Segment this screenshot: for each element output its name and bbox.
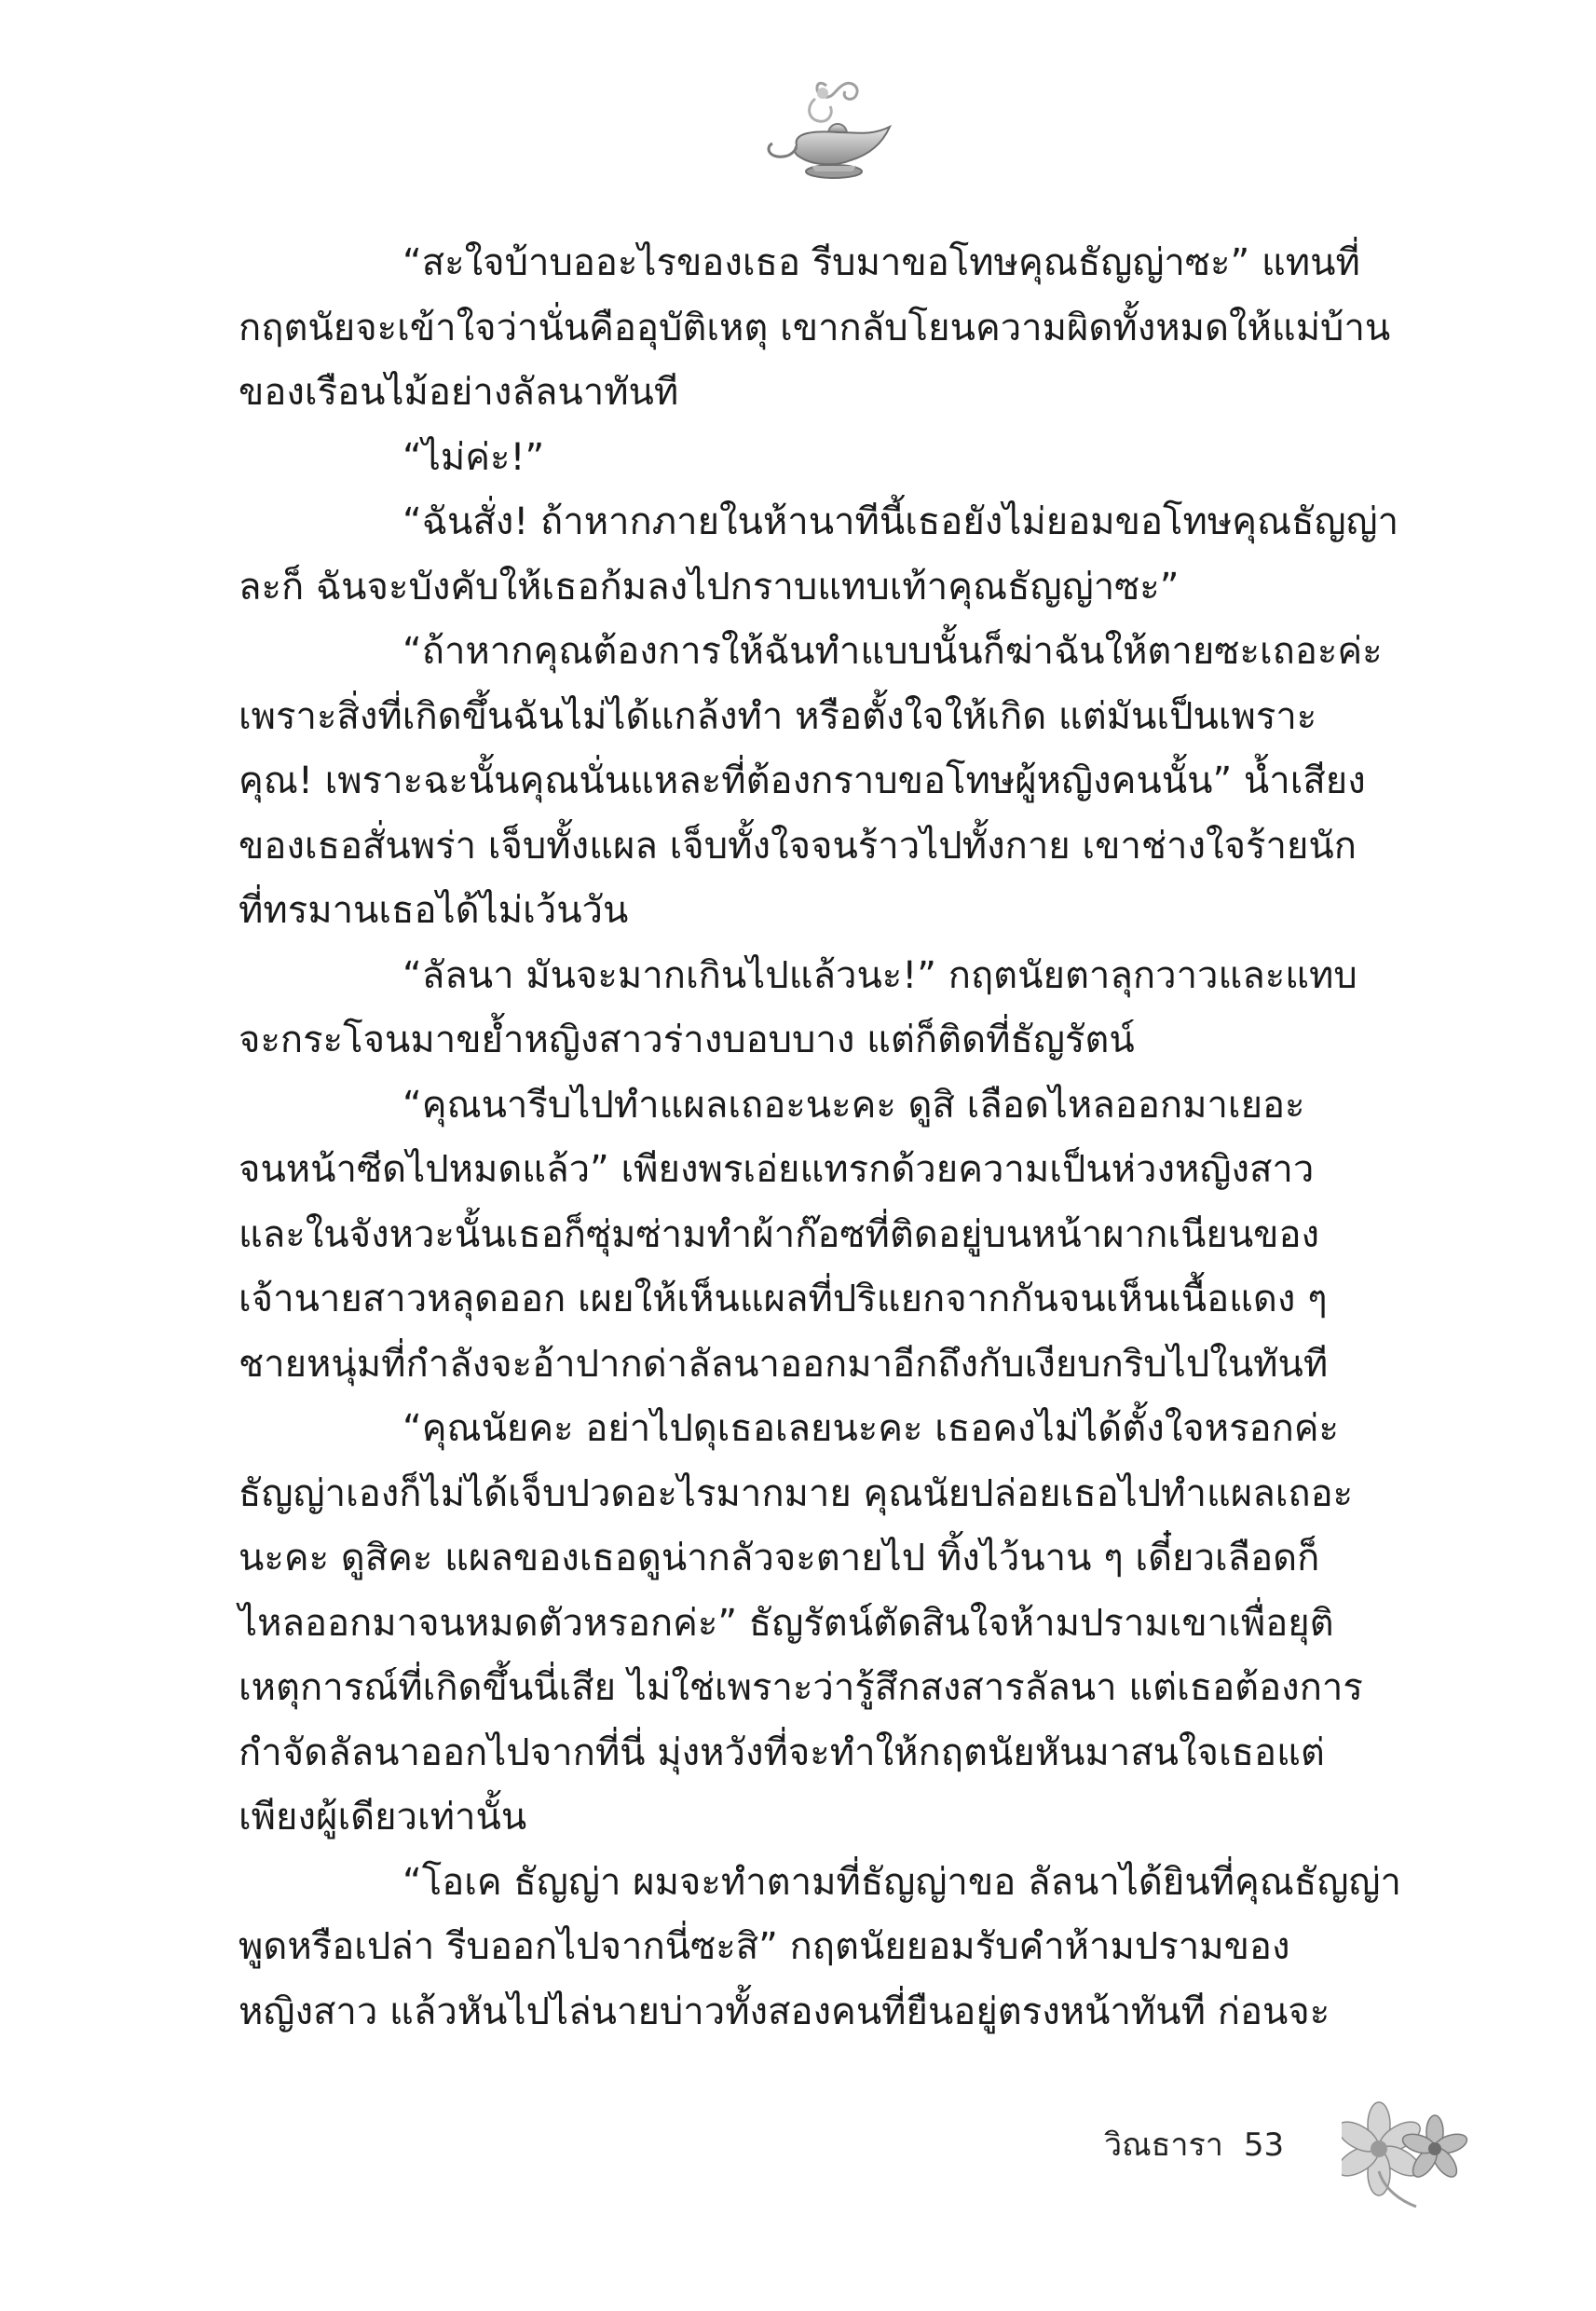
text-line: จนหน้าซีดไปหมดแล้ว” เพียงพรเอ่ยแทรกด้วยความเป็นห่วงหญิงสาว [239,1148,1315,1191]
text-line: กฤตนัยจะเข้าใจว่านั่นคืออุบัติเหตุ เขากลับโยนความผิดทั้งหมดให้แม่บ้าน [239,306,1391,349]
text-line: นะคะ ดูสิคะ แผลของเธอดูน่ากลัวจะตายไป ทิ้งไว้นาน ๆ เดี๋ยวเลือดก็ [239,1537,1320,1579]
text-line: “ถ้าหากคุณต้องการให้ฉันทำแบบนั้นก็ฆ่าฉันให้ตายซะเถอะค่ะ [402,630,1383,673]
text-line: “ไม่ค่ะ!” [402,435,545,479]
page-body-text [239,231,1414,2044]
page-number: 53 [1243,2126,1285,2164]
text-line: และในจังหวะนั้นเธอก็ซุ่มซ่ามทำผ้าก๊อซที่ติดอยู่บนหน้าผากเนียนของ [239,1212,1320,1256]
text-line: เจ้านายสาวหลุดออก เผยให้เห็นแผลที่ปริแยกจากกันจนเห็นเนื้อแดง ๆ [239,1278,1328,1320]
text-line: “สะใจบ้าบออะไรของเธอ รีบมาขอโทษคุณธัญญ่าซะ” แทนที่ [402,241,1360,284]
text-line: “คุณนารีบไปทำแผลเถอะนะคะ ดูสิ เลือดไหลออกมาเยอะ [402,1083,1305,1127]
book-title: วิณธารา [1104,2126,1223,2164]
text-line: จะกระโจนมาขย้ำหญิงสาวร่างบอบบาง แต่ก็ติดที่ธัญรัตน์ [239,1019,1135,1061]
text-line: “คุณนัยคะ อย่าไปดุเธอเลยนะคะ เธอคงไม่ได้ตั้งใจหรอกค่ะ [402,1407,1340,1450]
text-line: เพราะสิ่งที่เกิดขึ้นฉันไม่ได้แกล้งทำ หรือตั้งใจให้เกิด แต่มันเป็นเพราะ [239,694,1317,738]
text-line: ของเรือนไม้อย่างลัลนาทันที [239,371,679,414]
text-line: ไหลออกมาจนหมดตัวหรอกค่ะ” ธัญรัตน์ตัดสินใจห้ามปรามเขาเพื่อยุติ [239,1601,1334,1645]
text-line: ธัญญ่าเองก็ไม่ได้เจ็บปวดอะไรมากมาย คุณนัยปล่อยเธอไปทำแผลเถอะ [239,1471,1354,1515]
text-line: กำจัดลัลนาออกไปจากที่นี่ มุ่งหวังที่จะทำให้กฤตนัยหันมาสนใจเธอแต่ [239,1730,1325,1774]
text-line: ละก็ ฉันจะบังคับให้เธอก้มลงไปกราบแทบเท้าคุณธัญญ่าซะ” [239,565,1180,609]
text-line: “โอเค ธัญญ่า ผมจะทำตามที่ธัญญ่าขอ ลัลนาได้ยินที่คุณธัญญ่า [402,1860,1401,1904]
text-line: หญิงสาว แล้วหันไปไล่นายบ่าวทั้งสองคนที่ยืนอยู่ตรงหน้าทันที ก่อนจะ [239,1990,1330,2033]
genie-lamp-icon [759,67,899,207]
text-line: เพียงผู้เดียวเท่านั้น [239,1796,527,1839]
text-line: ที่ทรมานเธอได้ไม่เว้นวัน [239,889,629,932]
page-footer [1104,2126,1284,2164]
flower-cluster-icon [1342,2087,1472,2218]
text-line: คุณ! เพราะฉะนั้นคุณนั่นแหละที่ต้องกราบขอโทษผู้หญิงคนนั้น” น้ำเสียง [239,759,1366,802]
text-line: พูดหรือเปล่า รีบออกไปจากนี่ซะสิ” กฤตนัยยอมรับคำห้ามปรามของ [239,1925,1290,1968]
text-line: “ลัลนา มันจะมากเกินไปแล้วนะ!” กฤตนัยตาลุกวาวและแทบ [402,953,1357,997]
text-line: เหตุการณ์ที่เกิดขึ้นนี่เสีย ไม่ใช่เพราะว่ารู้สึกสงสารลัลนา แต่เธอต้องการ [239,1666,1363,1709]
text-line: “ฉันสั่ง! ถ้าหากภายในห้านาทีนี้เธอยังไม่ยอมขอโทษคุณธัญญ่า [402,500,1399,543]
text-line: ของเธอสั่นพร่า เจ็บทั้งแผล เจ็บทั้งใจจนร้าวไปทั้งกาย เขาช่างใจร้ายนัก [239,824,1357,868]
text-line: ชายหนุ่มที่กำลังจะอ้าปากด่าลัลนาออกมาอีกถึงกับเงียบกริบไปในทันที [239,1342,1329,1386]
